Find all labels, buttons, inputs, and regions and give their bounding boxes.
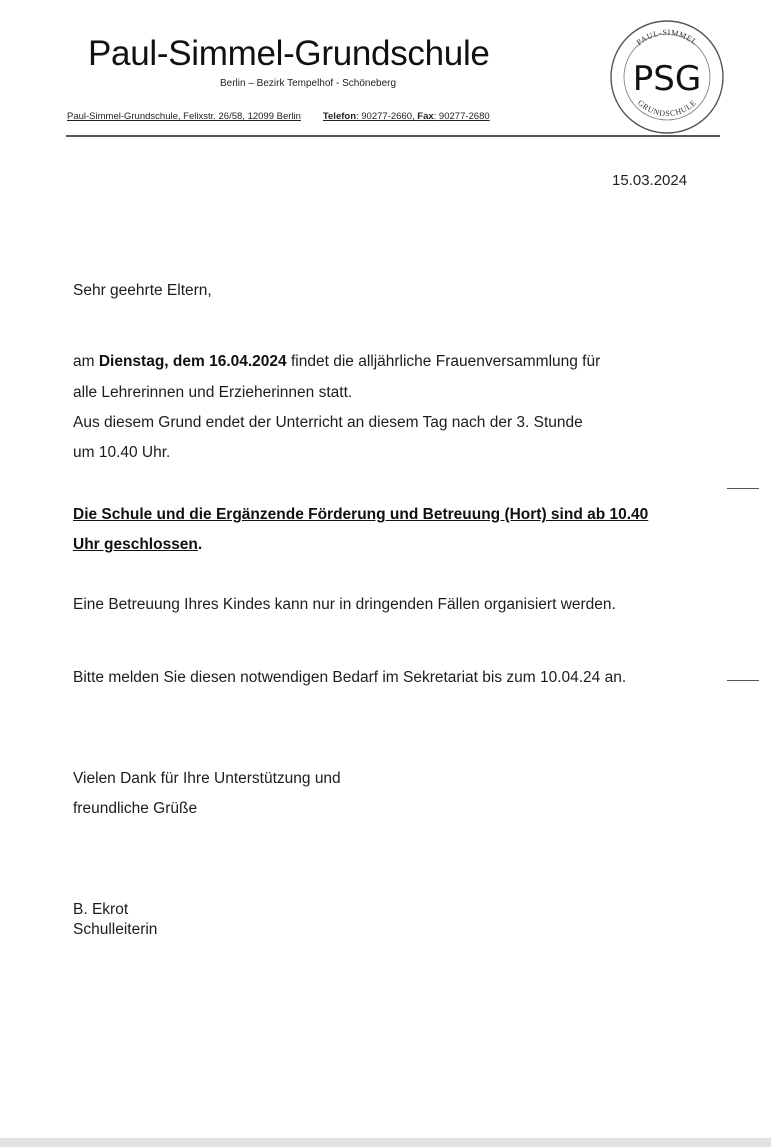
- fax-label: Fax: [417, 111, 434, 122]
- school-address: Paul-Simmel-Grundschule, Felixstr. 26/58, 12099 Berlin: [67, 111, 301, 122]
- logo-monogram: PSG: [632, 59, 702, 99]
- closure-notice-line-2: [73, 536, 202, 554]
- header-divider: [66, 135, 720, 137]
- paragraph-1-line-4: um 10.40 Uhr.: [73, 444, 171, 461]
- signer-title: Schulleiterin: [73, 921, 158, 938]
- phone-label: Telefon: [322, 111, 356, 122]
- letter-date: 15.03.2024: [612, 172, 688, 189]
- school-name: Paul-Simmel-Grundschule: [88, 34, 490, 73]
- closure-notice-end: Uhr geschlossen: [73, 536, 198, 553]
- paragraph-1-line-3: Aus diesem Grund endet der Unterricht an diesem Tag nach der 3. Stunde: [73, 414, 583, 431]
- contact-info: [323, 111, 490, 122]
- paragraph-care: Eine Betreuung Ihres Kindes kann nur in dringenden Fällen organisiert werden.: [73, 596, 616, 613]
- paragraph-registration: Bitte melden Sie diesen notwendigen Bedarf im Sekretariat bis zum 10.04.24 an.: [73, 669, 627, 686]
- logo-ring-bottom-text: GRUNDSCHULE: [635, 98, 699, 119]
- p1-suffix: findet die alljährliche Frauenversammlung für: [286, 353, 601, 370]
- signer-name: B. Ekrot: [73, 901, 129, 918]
- logo-ring-top-text: PAUL-SIMMEL: [634, 27, 700, 48]
- school-subtitle: Berlin – Bezirk Tempelhof - Schöneberg: [220, 78, 397, 89]
- fold-mark-bottom: [727, 680, 759, 681]
- address-line: [67, 111, 490, 122]
- p1-prefix: am: [73, 353, 99, 370]
- page-bottom-edge: [0, 1138, 771, 1147]
- paragraph-1-line-2: alle Lehrerinnen und Erzieherinnen statt.: [73, 384, 353, 401]
- closure-notice-period: .: [197, 536, 203, 553]
- fax-number: : 90277-2680: [433, 111, 490, 122]
- school-logo: [608, 18, 726, 136]
- salutation: Sehr geehrte Eltern,: [73, 282, 212, 299]
- closure-notice-line-1: Die Schule und die Ergänzende Förderung und Betreuung (Hort) sind ab 10.40: [73, 506, 649, 523]
- closing-line-1: Vielen Dank für Ihre Unterstützung und: [73, 770, 341, 787]
- fold-mark-top: [727, 488, 759, 489]
- closing-line-2: freundliche Grüße: [73, 800, 198, 817]
- event-date: Dienstag, dem 16.04.2024: [98, 353, 287, 370]
- paragraph-1-line-1: [73, 353, 600, 371]
- phone-number: : 90277-2660,: [356, 111, 418, 122]
